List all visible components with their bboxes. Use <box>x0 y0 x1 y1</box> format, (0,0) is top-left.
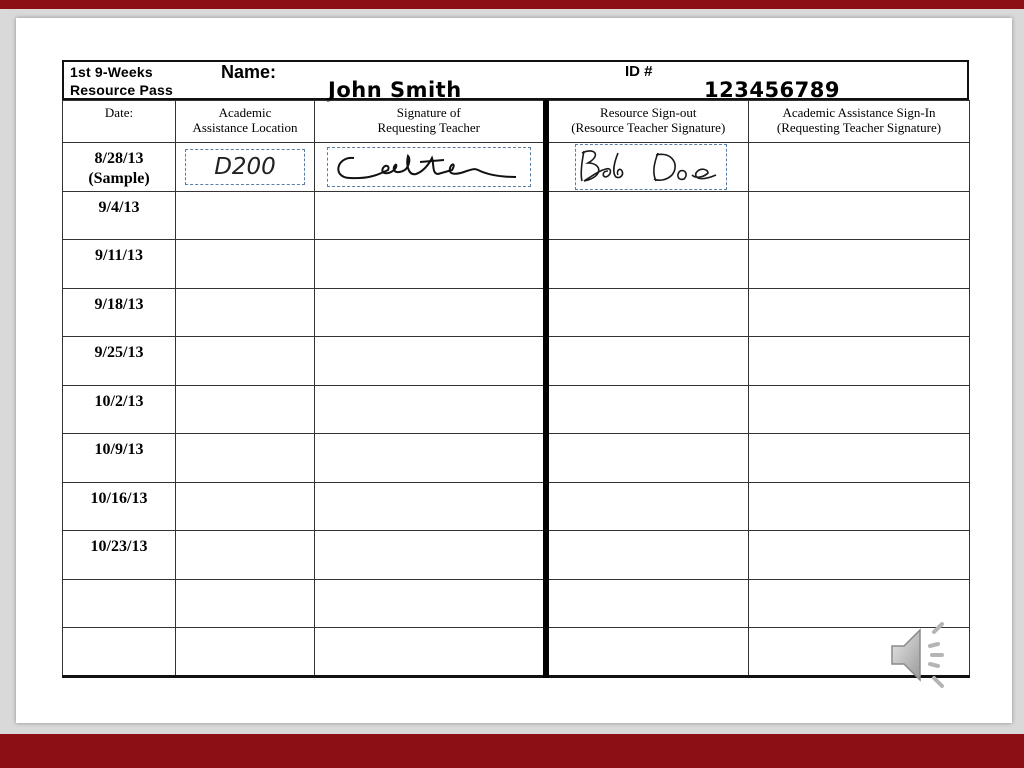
table-row <box>63 434 970 483</box>
date-cell: 10/16/13 <box>63 482 176 531</box>
col-requesting-teacher: Signature of Requesting Teacher <box>315 101 546 143</box>
requesting-signature-cell[interactable] <box>315 337 546 386</box>
col-assistance-signin: Academic Assistance Sign-In (Requesting Teacher Signature) <box>749 101 970 143</box>
location-cell[interactable] <box>176 191 315 240</box>
location-cell[interactable] <box>176 434 315 483</box>
assistance-signin-cell[interactable] <box>749 434 970 483</box>
resource-signout-cell[interactable] <box>546 579 749 628</box>
id-value: 123456789 <box>704 78 841 102</box>
date-cell: 9/4/13 <box>63 191 176 240</box>
col-date: Date: <box>63 101 176 143</box>
name-label: Name: <box>221 62 277 82</box>
location-cell[interactable] <box>176 531 315 580</box>
requesting-signature-cell[interactable] <box>315 434 546 483</box>
resource-signout-cell[interactable] <box>546 191 749 240</box>
resource-teacher-signature <box>575 144 727 190</box>
location-cell[interactable] <box>176 482 315 531</box>
name-value: John Smith <box>328 78 462 102</box>
location-cell[interactable] <box>176 385 315 434</box>
requesting-signature-cell[interactable] <box>315 240 546 289</box>
date-cell: 9/25/13 <box>63 337 176 386</box>
top-accent-bar <box>0 0 1024 9</box>
table-row <box>63 628 970 677</box>
date-cell: 10/9/13 <box>63 434 176 483</box>
table-row <box>63 482 970 531</box>
date-cell <box>63 628 176 677</box>
pass-title <box>62 60 220 100</box>
resource-pass-table <box>62 100 970 678</box>
date-cell: 9/11/13 <box>63 240 176 289</box>
sample-row <box>63 143 970 192</box>
table-header-row <box>63 101 970 143</box>
date-cell: 10/2/13 <box>63 385 176 434</box>
resource-signout-cell[interactable] <box>546 240 749 289</box>
date-cell: 10/23/13 <box>63 531 176 580</box>
requesting-teacher-signature <box>327 147 531 187</box>
resource-signout-cell[interactable] <box>546 288 749 337</box>
bottom-accent-bar <box>0 734 1024 768</box>
resource-signout-cell[interactable] <box>546 531 749 580</box>
id-field <box>616 60 969 100</box>
location-cell[interactable] <box>176 288 315 337</box>
table-row <box>63 579 970 628</box>
requesting-signature-cell[interactable] <box>315 531 546 580</box>
sample-resource-signature-cell <box>546 143 749 192</box>
resource-signout-cell[interactable] <box>546 434 749 483</box>
pass-title-line1: 1st 9-Weeks <box>70 64 153 80</box>
assistance-signin-cell[interactable] <box>749 240 970 289</box>
date-cell <box>63 579 176 628</box>
speaker-icon[interactable] <box>886 622 956 688</box>
table-row <box>63 337 970 386</box>
table-row <box>63 385 970 434</box>
table-row <box>63 531 970 580</box>
requesting-signature-cell[interactable] <box>315 628 546 677</box>
requesting-signature-cell[interactable] <box>315 482 546 531</box>
table-row <box>63 240 970 289</box>
table-row <box>63 288 970 337</box>
sample-date: 8/28/13 (Sample) <box>63 143 176 192</box>
assistance-signin-cell[interactable] <box>749 337 970 386</box>
resource-signout-cell[interactable] <box>546 385 749 434</box>
sample-request-signature-cell <box>315 143 546 192</box>
assistance-signin-cell[interactable] <box>749 385 970 434</box>
location-entry: D200 <box>185 149 305 185</box>
resource-signout-cell[interactable] <box>546 628 749 677</box>
col-resource-signout: Resource Sign-out (Resource Teacher Signature) <box>546 101 749 143</box>
assistance-signin-cell[interactable] <box>749 531 970 580</box>
sample-location-cell <box>176 143 315 192</box>
pass-title-line2: Resource Pass <box>70 82 173 98</box>
requesting-signature-cell[interactable] <box>315 579 546 628</box>
assistance-signin-cell[interactable] <box>749 191 970 240</box>
id-label: ID # <box>625 63 653 80</box>
requesting-signature-cell[interactable] <box>315 288 546 337</box>
requesting-signature-cell[interactable] <box>315 385 546 434</box>
resource-signout-cell[interactable] <box>546 482 749 531</box>
assistance-signin-cell[interactable] <box>749 482 970 531</box>
assistance-signin-cell[interactable] <box>749 288 970 337</box>
location-cell[interactable] <box>176 579 315 628</box>
location-cell[interactable] <box>176 628 315 677</box>
sample-signin-cell <box>749 143 970 192</box>
location-cell[interactable] <box>176 240 315 289</box>
date-cell: 9/18/13 <box>63 288 176 337</box>
col-location: Academic Assistance Location <box>176 101 315 143</box>
location-cell[interactable] <box>176 337 315 386</box>
resource-signout-cell[interactable] <box>546 337 749 386</box>
requesting-signature-cell[interactable] <box>315 191 546 240</box>
table-row <box>63 191 970 240</box>
assistance-signin-cell[interactable] <box>749 579 970 628</box>
name-field <box>218 60 618 100</box>
